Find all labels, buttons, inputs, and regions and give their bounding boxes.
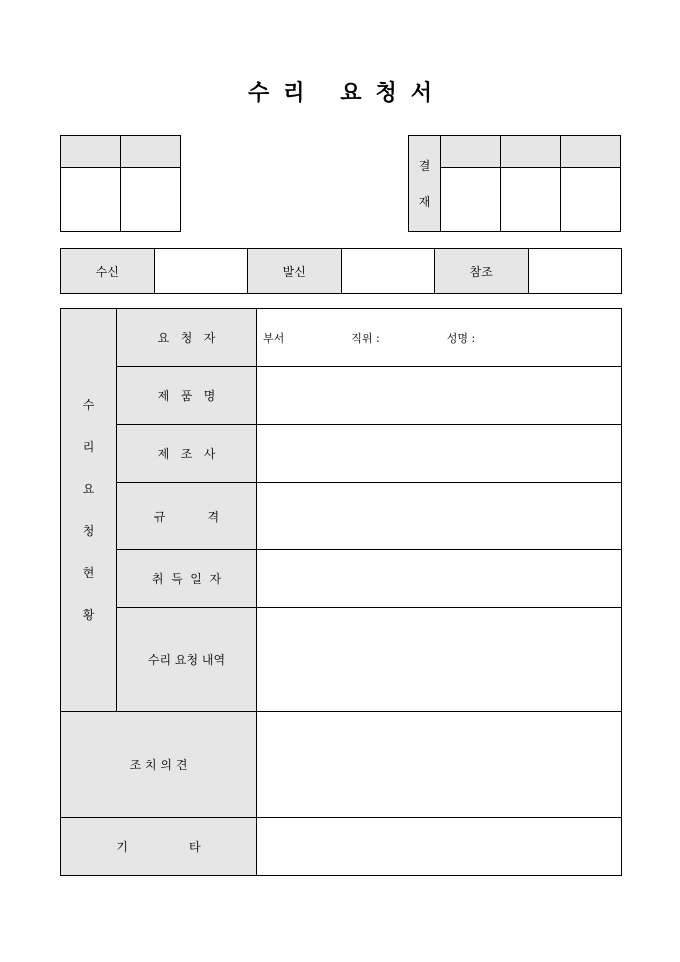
section-char-5: 현 — [82, 566, 95, 580]
reference-field[interactable] — [528, 249, 622, 294]
action-opinion-field[interactable] — [257, 712, 622, 818]
acquire-date-label: 취 득 일 자 — [117, 550, 257, 608]
top-left-cell-1[interactable] — [61, 168, 121, 232]
approval-header-2 — [501, 136, 561, 168]
maker-label: 제 조 사 — [117, 425, 257, 483]
recipient-row — [60, 248, 622, 294]
top-left-cell-2[interactable] — [121, 168, 181, 232]
repair-detail-field[interactable] — [257, 608, 622, 712]
top-left-header-1 — [61, 136, 121, 168]
product-label: 제 품 명 — [117, 367, 257, 425]
send-label: 발신 — [248, 249, 342, 294]
receive-field[interactable] — [154, 249, 248, 294]
top-left-box — [60, 135, 181, 232]
maker-field[interactable] — [257, 425, 622, 483]
repair-form-table — [60, 308, 622, 876]
repair-detail-label: 수리 요청 내역 — [117, 608, 257, 712]
section-char-6: 황 — [82, 608, 95, 622]
product-field[interactable] — [257, 367, 622, 425]
approval-sign-3[interactable] — [561, 168, 621, 232]
section-char-3: 요 — [82, 482, 95, 496]
approval-label-char-1: 결 — [418, 158, 431, 173]
acquire-date-field[interactable] — [257, 550, 622, 608]
document-title: 수리 요청서 — [248, 80, 446, 106]
top-left-header-2 — [121, 136, 181, 168]
reference-label: 참조 — [435, 249, 529, 294]
section-vertical-label — [61, 309, 117, 712]
spec-label: 규 격 — [117, 483, 257, 550]
approval-header-3 — [561, 136, 621, 168]
approval-sign-1[interactable] — [441, 168, 501, 232]
approval-sign-2[interactable] — [501, 168, 561, 232]
action-opinion-label: 조 치 의 견 — [61, 712, 257, 818]
send-field[interactable] — [341, 249, 435, 294]
section-char-2: 리 — [82, 440, 95, 454]
approval-label-char-2: 재 — [418, 194, 431, 209]
etc-label: 기 타 — [61, 818, 257, 876]
requester-field[interactable] — [257, 309, 622, 367]
approval-label — [409, 136, 441, 232]
requester-label: 요 청 자 — [117, 309, 257, 367]
section-char-4: 청 — [82, 524, 95, 538]
name-label: 성명 : — [446, 331, 476, 345]
etc-field[interactable] — [257, 818, 622, 876]
approval-box — [408, 135, 621, 232]
dept-label: 부서 — [263, 331, 285, 345]
receive-label: 수신 — [61, 249, 155, 294]
position-label: 직위 : — [351, 331, 380, 345]
section-char-1: 수 — [82, 398, 95, 412]
spec-field[interactable] — [257, 483, 622, 550]
approval-header-1 — [441, 136, 501, 168]
